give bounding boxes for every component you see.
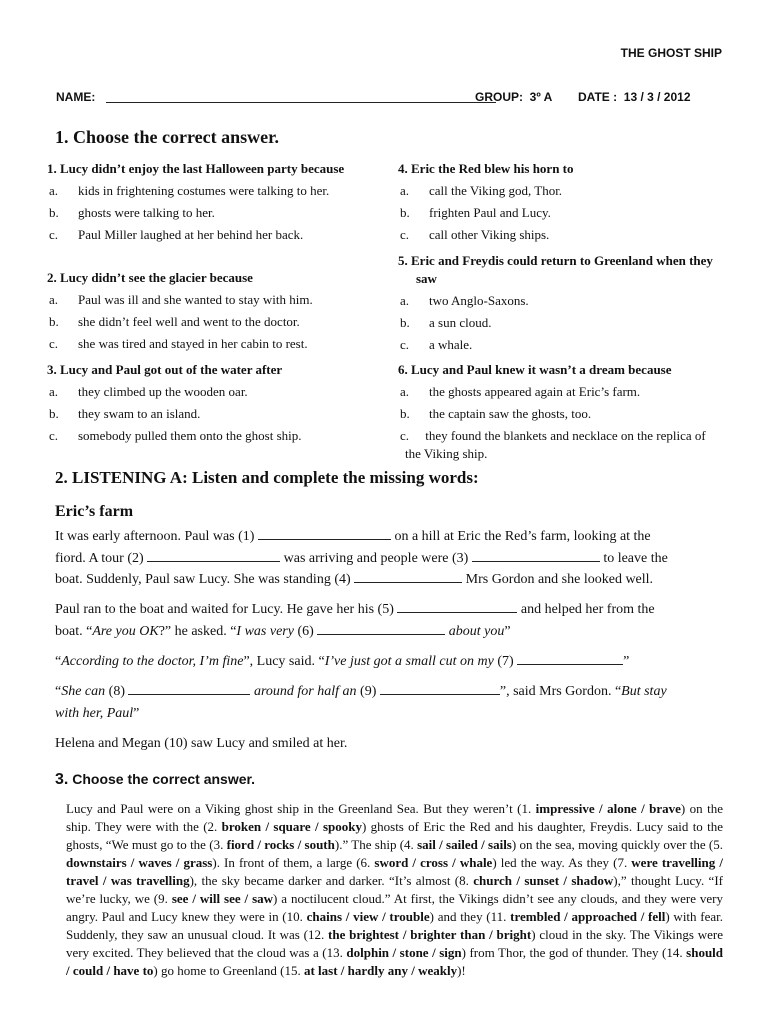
answer-choices[interactable]: fiord / rocks / south: [226, 837, 335, 852]
blank-6[interactable]: [317, 621, 445, 635]
document-title: THE GHOST SHIP: [620, 46, 722, 60]
passage-title: Eric’s farm: [55, 503, 134, 520]
blank-3[interactable]: [472, 548, 600, 562]
name-field-line[interactable]: [106, 102, 496, 103]
option-c: c. a whale.: [400, 337, 473, 352]
answer-choices[interactable]: downstairs / waves / grass: [66, 855, 213, 870]
story-text: ),” thought Lucy. “If we’re lucky, we (9.: [66, 873, 723, 906]
option-b: b. a sun cloud.: [400, 315, 492, 330]
story-text: ), the sky became darker and darker. “It’s almost (8.: [189, 873, 474, 888]
story-text: ) with fear. Suddenly, they saw an unusual cloud. It was (12.: [66, 909, 723, 942]
date-label: DATE :: [578, 90, 618, 104]
answer-choices[interactable]: the brightest / brighter than / bright: [328, 927, 532, 942]
story-text: Lucy and Paul were on a Viking ghost ship in the Greenland Sea. But they weren’t (1.: [66, 801, 536, 816]
blank-4[interactable]: [354, 569, 462, 583]
answer-choices[interactable]: at last / hardly any / weakly: [303, 963, 458, 978]
question-2: [47, 269, 377, 353]
story-text: ) a noctilucent cloud.” At first, the Vikings didn’t see any clouds, and they were very angry. Paul and Lucy knew they were in (10.: [66, 891, 723, 924]
story-text: ). In front of them, a large (6.: [212, 855, 375, 870]
story-text: ) on the sea, moving quickly over the (5.: [511, 837, 723, 852]
story-text: ) from Thor, the god of thunder. They (14.: [461, 945, 687, 960]
question-text: 5. Eric and Freydis could return to Greenland when they saw: [398, 253, 713, 286]
option-c: c. call other Viking ships.: [400, 227, 550, 242]
option-a: a. kids in frightening costumes were talking to her.: [49, 183, 330, 198]
option-a: a. two Anglo-Saxons.: [400, 293, 529, 308]
blank-2[interactable]: [147, 548, 280, 562]
question-text: 4. Eric the Red blew his horn to: [398, 161, 574, 176]
passage-paragraph-5: Helena and Megan (10) saw Lucy and smiled at her.: [55, 736, 348, 751]
answer-choices[interactable]: church / sunset / shadow: [473, 873, 614, 888]
option-b: b. they swam to an island.: [49, 406, 201, 421]
section3-title: 3. Choose the correct answer.: [55, 771, 256, 788]
group-field: [475, 90, 552, 104]
blank-1[interactable]: [258, 526, 391, 540]
group-value: 3º A: [529, 90, 553, 104]
date-value: 13 / 3 / 2012: [623, 90, 691, 104]
question-text: 1. Lucy didn’t enjoy the last Halloween party because: [47, 161, 345, 176]
option-c: c. somebody pulled them onto the ghost ship.: [49, 428, 302, 443]
answer-choices[interactable]: should / could / have to: [66, 945, 724, 978]
date-field: [578, 90, 691, 104]
question-6: [398, 361, 723, 463]
answer-choices[interactable]: see / will see / saw: [171, 891, 274, 906]
answer-choices[interactable]: impressive / alone / brave: [535, 801, 681, 816]
story-text: ) and they (11.: [429, 909, 511, 924]
question-1: [47, 160, 372, 244]
passage-paragraph-4: “She can (8) around for half an (9) ”, said Mrs Gordon. “But stay with her, Paul”: [55, 681, 713, 724]
story-text: ) ghosts of Eric the Red and his daughter, Freydis. Lucy said to the ghosts, “We must go to the (3.: [66, 819, 724, 852]
answer-choices[interactable]: sail / sailed / sails: [417, 837, 512, 852]
option-b: b. the captain saw the ghosts, too.: [400, 406, 592, 421]
option-a: a. call the Viking god, Thor.: [400, 183, 563, 198]
question-4: [398, 160, 723, 244]
option-c: c. Paul Miller laughed at her behind her back.: [49, 227, 304, 242]
question-5: [398, 252, 723, 354]
answer-choices[interactable]: trembled / approached / fell: [510, 909, 666, 924]
story-text: ) led the way. As they (7.: [492, 855, 632, 870]
name-label: NAME:: [56, 90, 96, 104]
option-a: a. the ghosts appeared again at Eric’s farm.: [400, 384, 641, 399]
option-a: a. Paul was ill and she wanted to stay with him.: [49, 292, 313, 307]
answer-choices[interactable]: sword / cross / whale: [374, 855, 493, 870]
option-b: b. frighten Paul and Lucy.: [400, 205, 551, 220]
option-c: c. they found the blankets and necklace on the replica of the Viking ship.: [400, 428, 706, 461]
option-a: a. they climbed up the wooden oar.: [49, 384, 248, 399]
question-3: [47, 361, 377, 445]
answer-choices[interactable]: chains / view / trouble: [306, 909, 430, 924]
section1-title: 1. Choose the correct answer.: [55, 127, 279, 147]
answer-choices[interactable]: dolphin / stone / sign: [346, 945, 462, 960]
option-b: b. she didn’t feel well and went to the doctor.: [49, 314, 300, 329]
story-text: ) on the ship. They were with the (2.: [66, 801, 723, 834]
section2-title: 2. LISTENING A: Listen and complete the missing words:: [55, 468, 479, 487]
question-text: 6. Lucy and Paul knew it wasn’t a dream because: [398, 362, 672, 377]
answer-choices[interactable]: broken / square / spooky: [221, 819, 362, 834]
option-c: c. she was tired and stayed in her cabin to rest.: [49, 336, 308, 351]
group-label: GROUP:: [475, 90, 523, 104]
answer-choices[interactable]: were travelling / travel / was travelling: [66, 855, 723, 888]
blank-7[interactable]: [517, 651, 623, 665]
option-b: b. ghosts were talking to her.: [49, 205, 215, 220]
story-text: ).” The ship (4.: [334, 837, 418, 852]
blank-5[interactable]: [397, 599, 517, 613]
passage-paragraph-2: Paul ran to the boat and waited for Lucy. He gave her his (5) and helped her from the boat. “Are you OK?” he asked. “I was very (6) about you”: [55, 599, 713, 642]
question-text: 3. Lucy and Paul got out of the water after: [47, 362, 283, 377]
passage-paragraph-3: “According to the doctor, I’m fine”, Lucy said. “I’ve just got a small cut on my (7) ”: [55, 651, 713, 673]
story-text: )!: [457, 963, 466, 978]
blank-9[interactable]: [380, 681, 500, 695]
story-text: ) go home to Greenland (15.: [153, 963, 304, 978]
question-text: 2. Lucy didn’t see the glacier because: [47, 270, 253, 285]
blank-8[interactable]: [128, 681, 250, 695]
story-paragraph: [66, 800, 723, 980]
passage-paragraph-1: It was early afternoon. Paul was (1) on a hill at Eric the Red’s farm, looking at the fiord. A tour (2) was arriving and people were (3) to leave the boat. Suddenly, Paul saw Lucy. She was standing (4) Mrs Gordon and she looked well.: [55, 526, 713, 591]
story-text: ) cloud in the sky. The Vikings were very excited. They believed that the cloud was a (13.: [66, 927, 723, 960]
